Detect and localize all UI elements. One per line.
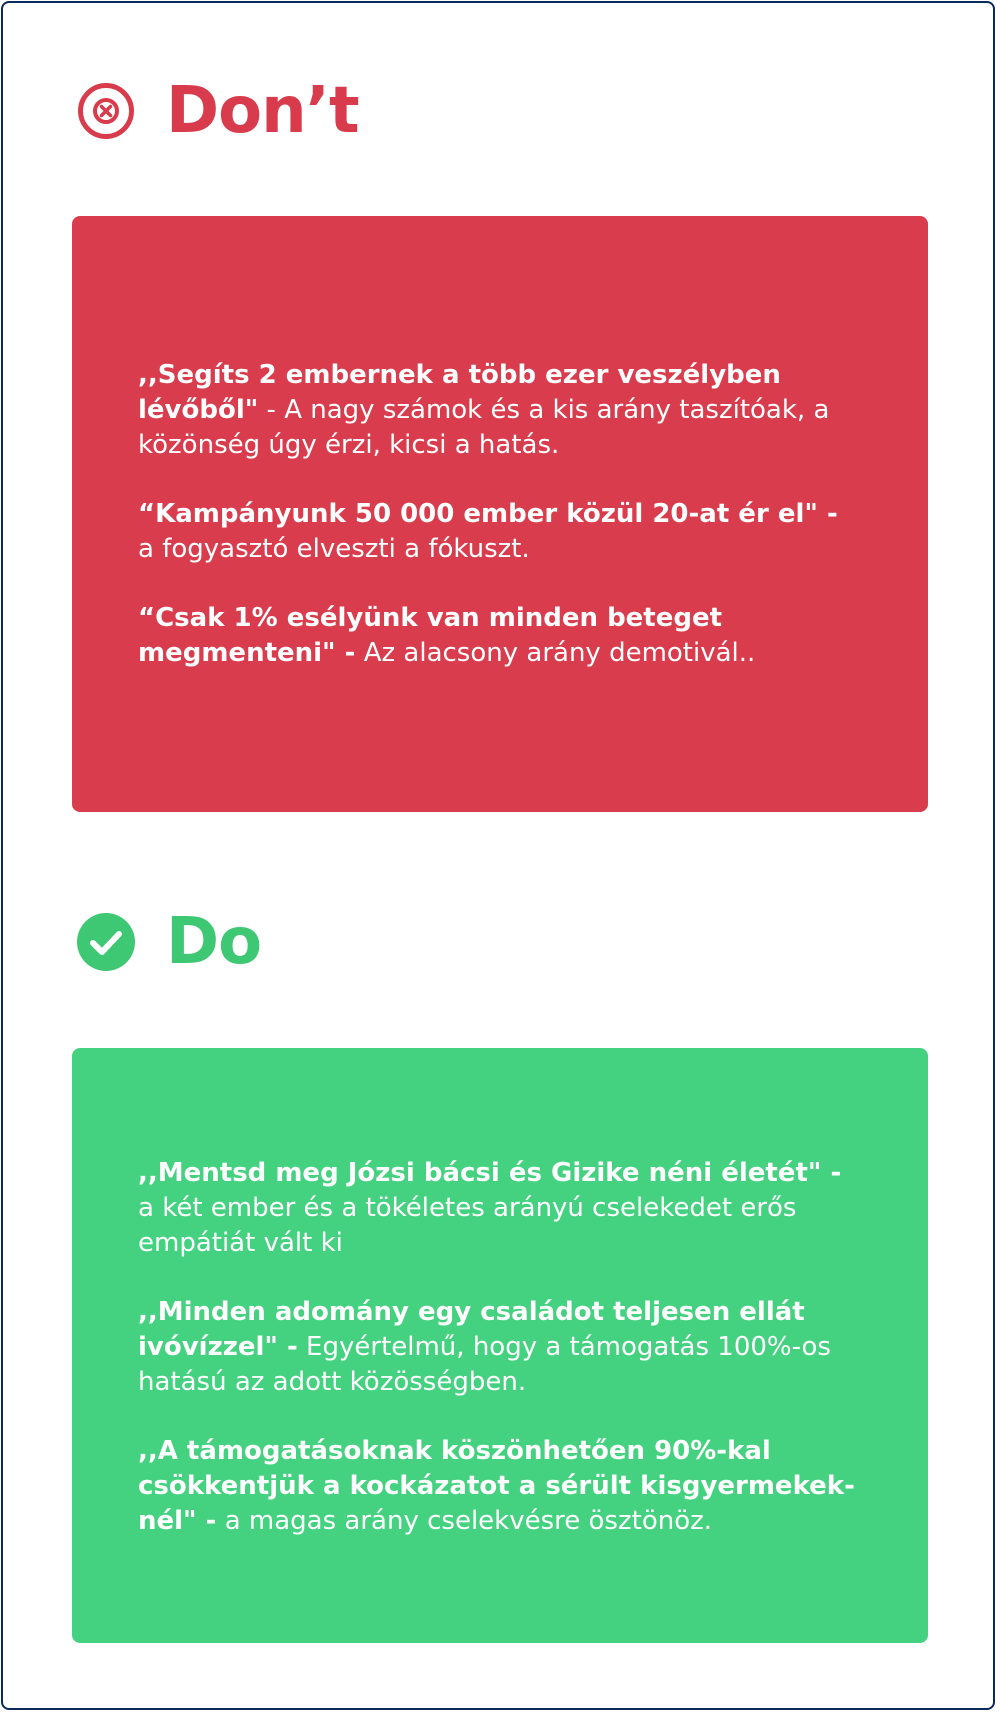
do-item-text: a magas arány cselekvésre ösztönöz. bbox=[216, 1506, 713, 1536]
dont-title: Don’t bbox=[166, 74, 359, 148]
do-item bbox=[138, 1156, 858, 1261]
check-circle-icon bbox=[76, 912, 136, 972]
dont-item-text: - A nagy számok és a kis arány taszítóak, a közönség úgy érzi, kicsi a hatás. bbox=[138, 395, 830, 460]
do-card bbox=[72, 1048, 928, 1643]
dont-item bbox=[138, 497, 858, 567]
do-item-bold: ,,A támogatásoknak köszönhetően 90%-kal csökkentjük a kockázatot a sérült kisgyermekek-nél" - bbox=[138, 1436, 855, 1536]
x-circle-icon bbox=[76, 81, 136, 141]
dont-item-text: Az alacsony arány demotivál.. bbox=[355, 638, 756, 668]
do-item bbox=[138, 1434, 858, 1539]
dont-item-text: a fogyasztó elveszti a fókuszt. bbox=[138, 534, 530, 564]
do-item bbox=[138, 1295, 858, 1400]
dont-item bbox=[138, 358, 858, 463]
do-heading bbox=[76, 905, 262, 979]
do-item-text: a két ember és a tökéletes arányú cselekedet erős empátiát vált ki bbox=[138, 1193, 797, 1258]
do-item-text: Egyértelmű, hogy a támogatás 100%-os hatású az adott közösségben. bbox=[138, 1332, 831, 1397]
do-item-bold: ,,Minden adomány egy családot teljesen ellát ivóvízzel" - bbox=[138, 1297, 805, 1362]
dont-item bbox=[138, 601, 858, 671]
do-title: Do bbox=[166, 905, 262, 979]
dont-item-bold: ,,Segíts 2 embernek a több ezer veszélyben lévőből" bbox=[138, 360, 781, 425]
do-item-bold: ,,Mentsd meg Józsi bácsi és Gizike néni életét" - bbox=[138, 1158, 842, 1188]
dont-item-bold: “Csak 1% esélyünk van minden beteget megmenteni" - bbox=[138, 603, 723, 668]
dont-item-bold: “Kampányunk 50 000 ember közül 20-at ér el" - bbox=[138, 499, 838, 529]
dont-card bbox=[72, 216, 928, 812]
dont-heading bbox=[76, 74, 359, 148]
